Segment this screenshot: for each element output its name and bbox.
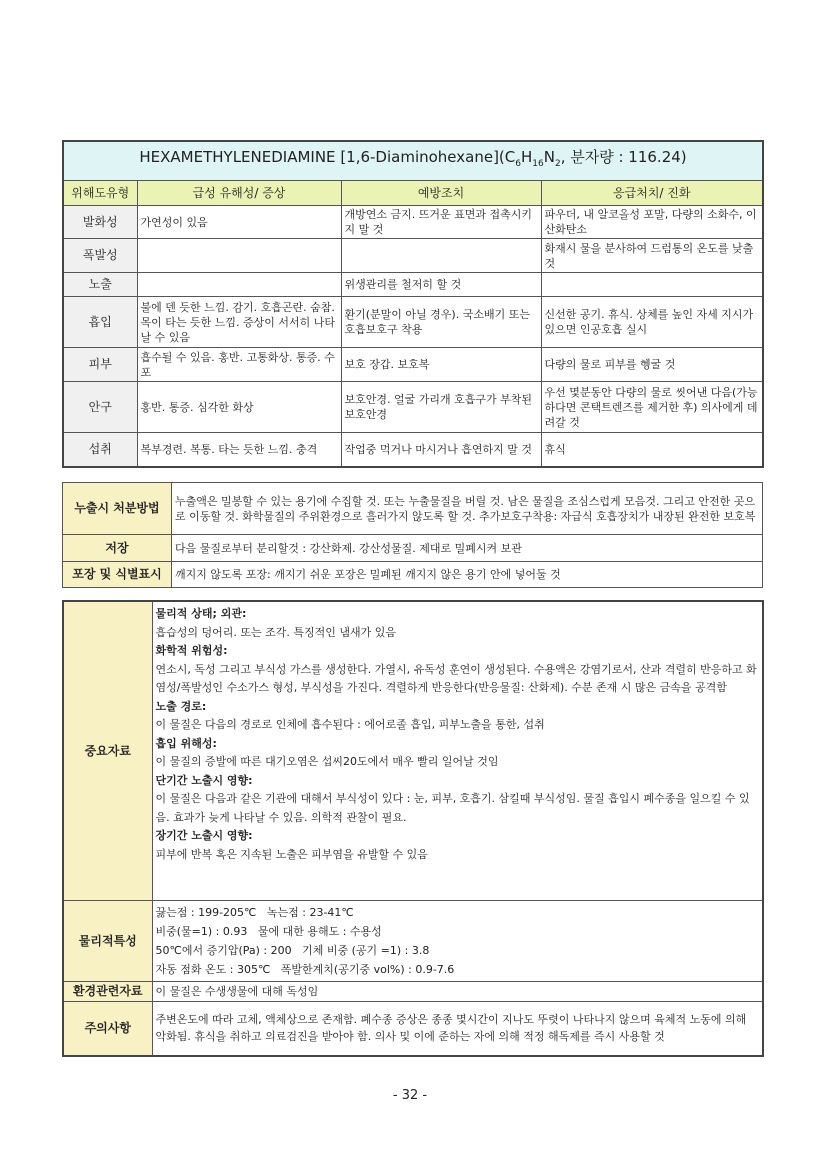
hazard-firstaid: 휴식 <box>541 433 763 467</box>
hazard-row <box>63 239 763 273</box>
caution-label: 주의사항 <box>63 1002 152 1056</box>
physical-section <box>63 901 763 982</box>
hazard-prevention <box>341 239 541 273</box>
important-heading: 물리적 상태; 외관: <box>155 607 247 620</box>
hazard-prevention: 개방연소 금지. 뜨거운 표면과 접촉시키지 말 것 <box>341 206 541 239</box>
handling-row <box>63 562 763 588</box>
hazard-type: 발화성 <box>63 206 137 239</box>
physical-line: 비중(물=1) : 0.93 물에 대한 용해도 : 수용성 <box>155 925 382 938</box>
hazard-symptom: 불에 덴 듯한 느낌. 감기. 호흡곤란. 숨참. 목이 타는 듯한 느낌. 증상이 서서히 나타날 수 있음 <box>137 297 341 348</box>
important-heading: 흡입 위해성: <box>155 736 217 750</box>
hazard-symptom: 홍반. 통증. 심각한 화상 <box>137 382 341 433</box>
physical-content <box>152 901 763 982</box>
physical-line: 자동 점화 온도 : 305℃ 폭발한계치(공기중 vol%) : 0.9-7.6 <box>155 963 455 976</box>
handling-label: 저장 <box>63 535 172 562</box>
hazard-prevention: 보호안경. 얼굴 가리개 호흡구가 부착된 보호안경 <box>341 382 541 433</box>
important-text: 흡습성의 덩어리. 또는 조각. 특징적인 냄새가 있음 <box>155 625 396 639</box>
handling-text: 깨지지 않도록 포장: 깨지기 쉬운 포장은 밀폐된 깨지지 않은 용기 안에 넣어둘 것 <box>172 562 763 588</box>
caution-text: 주변온도에 따라 고체, 액체상으로 존재함. 폐수종 증상은 종종 몇시간이 지나도 뚜렷이 나타나지 않으며 육체적 노동에 의해 악화됨. 휴식을 취하고 의료검진을 받아야 함. 의사 및 이에 준하는 자에 의해 적정 해독제를 즉시 사용할 것 <box>152 1002 763 1056</box>
important-label: 중요자료 <box>63 601 152 901</box>
hazard-firstaid: 우선 몇분동안 다량의 물로 씻어낸 다음(가능하다면 콘택트렌즈를 제거한 후) 의사에게 데려갈 것 <box>541 382 763 433</box>
hazard-row <box>63 382 763 433</box>
handling-text: 누출액은 밀봉할 수 있는 용기에 수집할 것. 또는 누출물질을 버릴 것. 남은 물질을 조심스럽게 모음것. 그리고 안전한 곳으로 이동할 것. 화학물질의 주위환경으로 흘러가지 않도록 할 것. 추가보호구착용: 자급식 호흡장치가 내장된 완전한 보호복 <box>172 483 763 535</box>
chemical-title: HEXAMETHYLENEDIAMINE $[1,6-Diaminohexane](C_6H_{16}N_2$, 분자량 : 116.24) <box>63 141 763 181</box>
environment-label: 환경관련자료 <box>63 982 152 1002</box>
hazard-row <box>63 206 763 239</box>
hazard-symptom <box>137 273 341 297</box>
hazard-symptom: 복부경련. 복통. 타는 듯한 느낌. 충격 <box>137 433 341 467</box>
header-symptom: 급성 유해성/ 증상 <box>137 181 341 206</box>
hazard-prevention: 보호 장갑. 보호복 <box>341 348 541 382</box>
handling-row <box>63 483 763 535</box>
hazard-symptom: 흡수될 수 있음. 홍반. 고통화상. 통증. 수포 <box>137 348 341 382</box>
hazard-type: 폭발성 <box>63 239 137 273</box>
hazard-firstaid: 신선한 공기. 휴식. 상체를 높인 자세 지시가 있으면 인공호흡 실시 <box>541 297 763 348</box>
hazard-firstaid: 다량의 물로 피부를 헹굴 것 <box>541 348 763 382</box>
hazard-prevention: 환기(분말이 아닐 경우). 국소배기 또는 호흡보호구 착용 <box>341 297 541 348</box>
hazard-row <box>63 433 763 467</box>
environment-text: 이 물질은 수생생물에 대해 독성임 <box>152 982 763 1002</box>
hazard-symptom: 가연성이 있음 <box>137 206 341 239</box>
handling-table <box>62 482 763 588</box>
hazard-row <box>63 273 763 297</box>
important-heading: 노출 경로: <box>155 699 207 713</box>
hazard-firstaid: 파우더, 내 알코올성 포말, 다량의 소화수, 이산화탄소 <box>541 206 763 239</box>
important-text: 이 물질의 증발에 따른 대기오염은 섭씨20도에서 매우 빨리 일어날 것임 <box>155 755 499 768</box>
page-number: - 32 - <box>392 1088 428 1103</box>
important-heading: 화학적 위험성: <box>155 644 228 657</box>
important-text: 피부에 반복 혹은 지속된 노출은 피부염을 유발할 수 있음 <box>155 847 428 861</box>
info-table <box>62 600 764 1057</box>
hazard-type: 노출 <box>63 273 137 297</box>
hazard-prevention: 위생관리를 철저히 할 것 <box>341 273 541 297</box>
handling-label: 누출시 처분방법 <box>63 483 172 535</box>
hazard-symptom <box>137 239 341 273</box>
header-hazard-type: 위해도유형 <box>63 181 137 206</box>
important-heading: 장기간 노출시 영향: <box>155 829 253 842</box>
hazard-firstaid: 화재시 물을 분사하여 드럼통의 온도를 낮출 것 <box>541 239 763 273</box>
hazard-row <box>63 348 763 382</box>
hazard-type: 피부 <box>63 348 137 382</box>
important-section <box>63 601 763 901</box>
important-heading: 단기간 노출시 영향: <box>155 773 253 787</box>
physical-line: 끓는점 : 199-205℃ 녹는점 : 23-41℃ <box>155 906 354 919</box>
header-firstaid: 응급처치/ 진화 <box>541 181 763 206</box>
hazard-prevention: 작업중 먹거나 마시거나 흡연하지 말 것 <box>341 433 541 467</box>
hazard-table <box>62 140 764 468</box>
handling-text: 다음 물질로부터 분리할것 : 강산화제. 강산성물질. 제대로 밀폐시켜 보관 <box>172 535 763 562</box>
caution-section <box>63 1002 763 1056</box>
important-content <box>152 601 763 901</box>
important-text: 연소시, 독성 그리고 부식성 가스를 생성한다. 가열시, 유독성 훈연이 생성된다. 수용액은 강염기로서, 산과 격렬히 반응하고 화염성/폭발성인 수소가스 형성, 부식성을 가진다. 격렬하게 반응한다(반응물질: 산화제). 수분 존재 시 많은 금속을 공격함 <box>155 662 757 694</box>
hazard-firstaid <box>541 273 763 297</box>
hazard-type: 안구 <box>63 382 137 433</box>
hazard-type: 섭취 <box>63 433 137 467</box>
hazard-row <box>63 297 763 348</box>
header-prevention: 예방조치 <box>341 181 541 206</box>
handling-row <box>63 535 763 562</box>
hazard-type: 흡입 <box>63 297 137 348</box>
environment-section <box>63 982 763 1002</box>
physical-line: 50℃에서 증기압(Pa) : 200 기체 비중 (공기 =1) : 3.8 <box>155 944 430 957</box>
important-text: 이 물질은 다음과 같은 기관에 대해서 부식성이 있다 : 눈, 피부, 호흡기. 삼킬때 부식성임. 물질 흡입시 폐수종을 일으킬 수 있음. 효과가 늦게 나타날 수 있음. 의학적 관찰이 필요. <box>155 792 750 824</box>
physical-label: 물리적특성 <box>63 901 152 982</box>
important-text: 이 물질은 다음의 경로로 인체에 흡수된다 : 에어로졸 흡입, 피부노출을 통한, 섭취 <box>155 718 545 731</box>
handling-label: 포장 및 식별표시 <box>63 562 172 588</box>
